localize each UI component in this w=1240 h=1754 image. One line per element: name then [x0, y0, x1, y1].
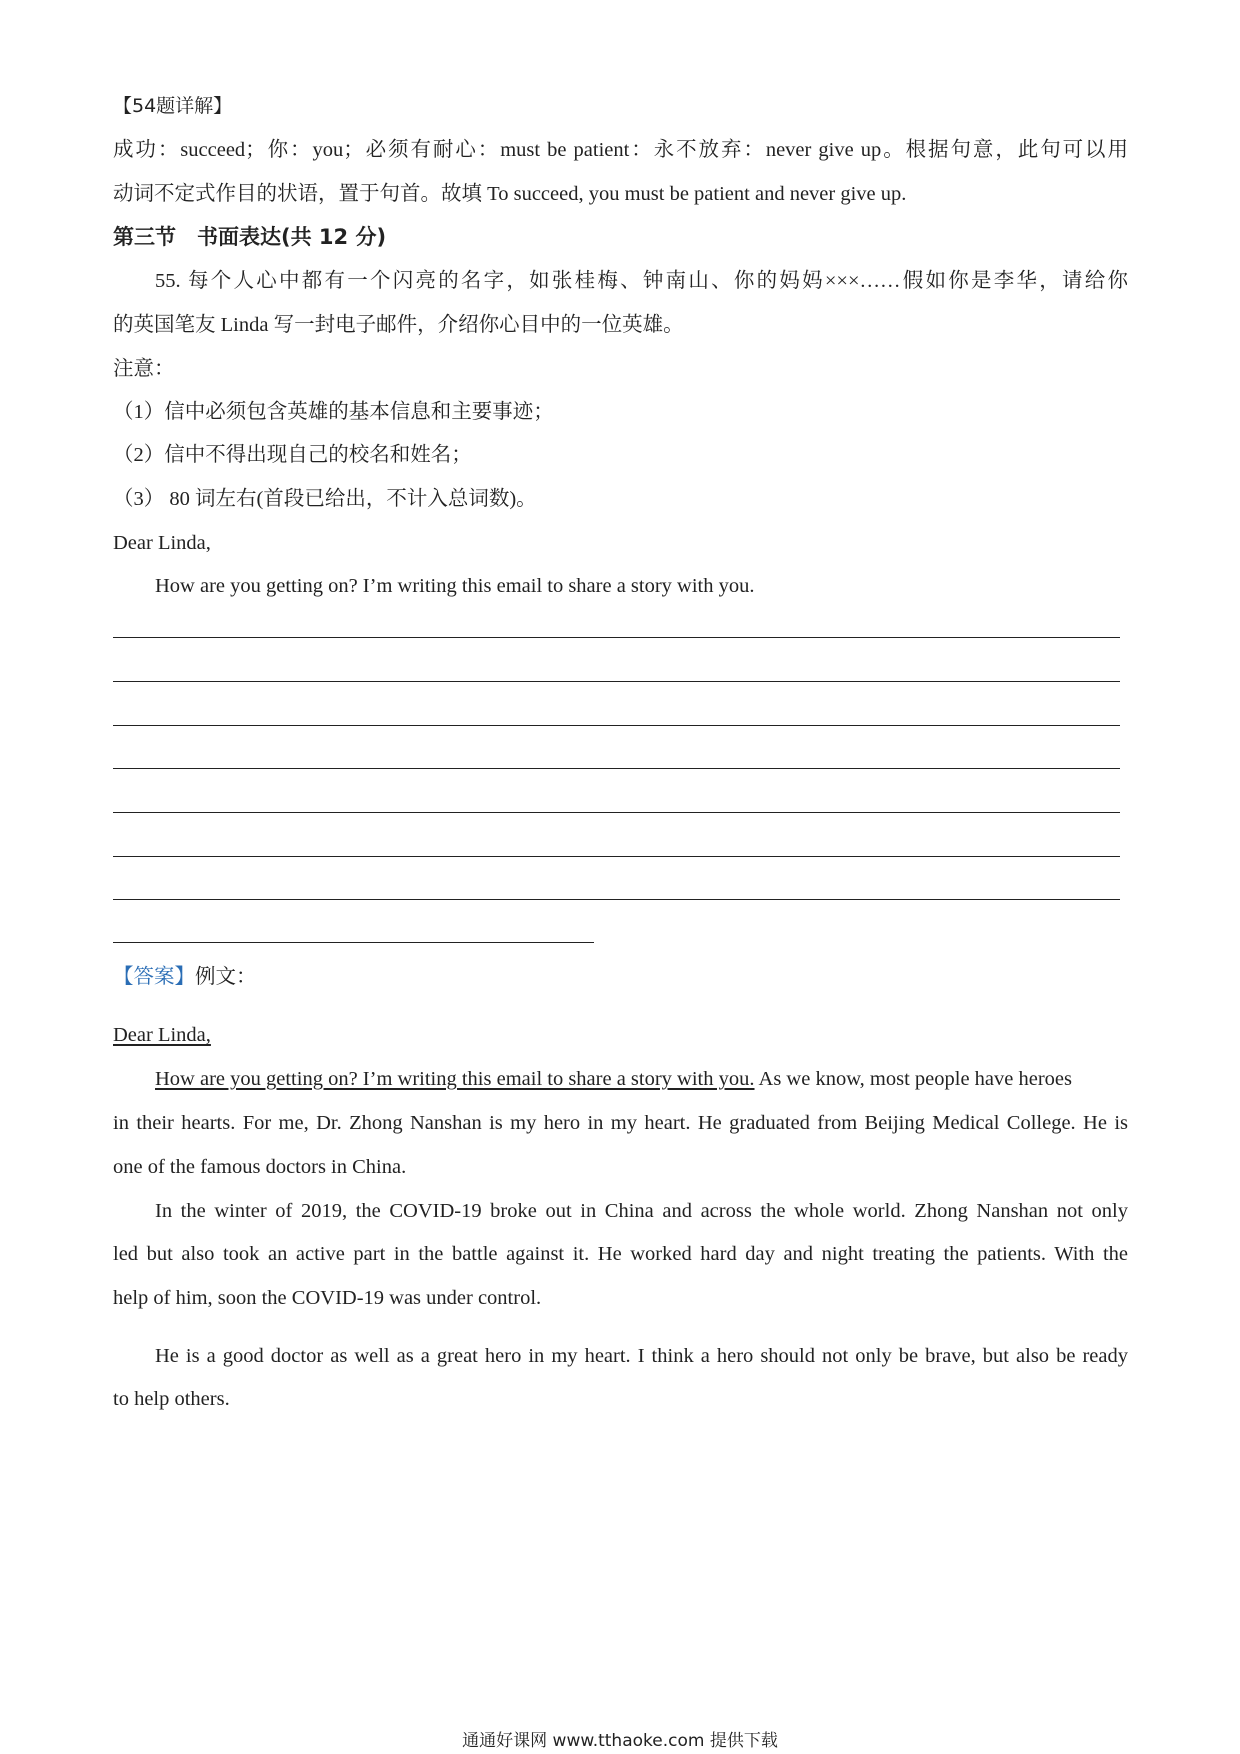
answer-label-suffix: 例文：: [195, 966, 257, 988]
answer-greeting: Dear Linda,: [113, 1024, 211, 1046]
answer-p3-line-2: to help others.: [113, 1388, 230, 1410]
q55-prompt-line-2: 的英国笔友 Linda 写一封电子邮件，介绍你心目中的一位英雄。: [113, 314, 684, 336]
q55-prompt-line-1: 55. 每个人心中都有一个闪亮的名字，如张桂梅、钟南山、你的妈妈×××……假如你是李华，请给你: [155, 270, 1128, 292]
writing-line: [113, 812, 1120, 813]
letter-opening: How are you getting on? I’m writing this email to share a story with you.: [155, 575, 755, 597]
answer-p3-line-1: He is a good doctor as well as a great hero in my heart. I think a hero should not only be brave, but also be ready: [155, 1345, 1128, 1367]
writing-line: [113, 681, 1120, 682]
note-item-3: （3） 80 词左右(首段已给出，不计入总词数)。: [113, 488, 537, 510]
answer-p2-line-2: led but also took an active part in the battle against it. He worked hard day and night treating the patients. With the: [113, 1243, 1128, 1265]
note-item-1: （1）信中必须包含英雄的基本信息和主要事迹；: [113, 401, 554, 423]
writing-line: [113, 899, 1120, 900]
answer-p2-line-3: help of him, soon the COVID-19 was under control.: [113, 1287, 542, 1309]
q54-heading: 【54题详解】: [113, 95, 233, 117]
answer-label: 【答案】: [113, 966, 195, 988]
q54-explanation-line-2: 动词不定式作目的状语，置于句首。故填 To succeed, you must be patient and never give up.: [113, 183, 907, 205]
answer-heading: [113, 963, 257, 991]
answer-p2-line-1: In the winter of 2019, the COVID-19 broke out in China and across the whole world. Zhong Nanshan not only: [155, 1200, 1128, 1222]
notes-label: 注意：: [113, 358, 175, 380]
writing-line-short: [113, 942, 594, 943]
note-item-2: （2）信中不得出现自己的校名和姓名；: [113, 444, 472, 466]
writing-line: [113, 725, 1120, 726]
writing-line: [113, 768, 1120, 769]
answer-p1-continuation: As we know, most people have heroes: [754, 1068, 1073, 1090]
page-footer: 通通好课网 www.tthaoke.com 提供下载: [462, 1731, 778, 1751]
answer-p1-line-1: [155, 1065, 1072, 1093]
writing-line: [113, 856, 1120, 857]
answer-p1-line-2: in their hearts. For me, Dr. Zhong Nanshan is my hero in my heart. He graduated from Beijing Medical College. He is: [113, 1112, 1128, 1134]
answer-p1-given-sentence: How are you getting on? I’m writing this email to share a story with you.: [155, 1068, 755, 1090]
section-title: 第三节 书面表达(共 12 分): [113, 225, 387, 249]
answer-p1-line-3: one of the famous doctors in China.: [113, 1156, 407, 1178]
q54-explanation-line-1: 成功：succeed；你：you；必须有耐心：must be patient：永不放弃：never give up。根据句意，此句可以用: [113, 139, 1128, 161]
letter-greeting: Dear Linda,: [113, 532, 211, 554]
writing-line: [113, 637, 1120, 638]
